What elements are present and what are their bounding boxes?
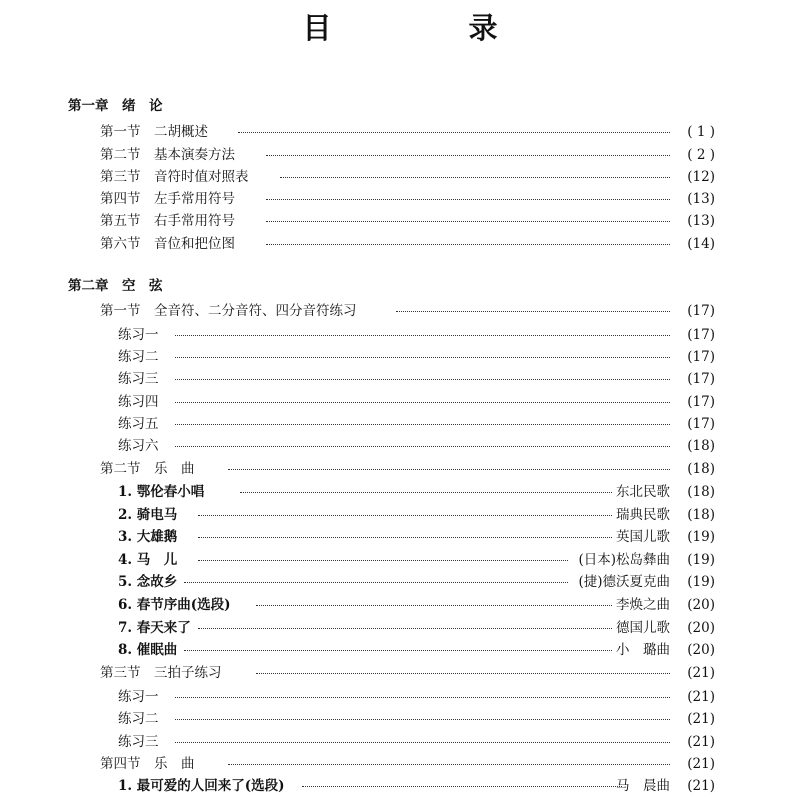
dot-leader <box>175 719 670 720</box>
dot-leader <box>228 469 670 470</box>
page-number: (21) <box>687 711 715 727</box>
chapter-title: 第二章 空 弦 <box>68 278 163 294</box>
composer-credit: 瑞典民歌 <box>616 507 670 523</box>
toc-entry-section[interactable] <box>0 121 800 143</box>
toc-entry-section[interactable] <box>0 662 800 684</box>
entry-label: 第四节 左手常用符号 <box>100 191 235 207</box>
entry-label: 练习四 <box>118 394 159 410</box>
dot-leader <box>240 492 612 493</box>
entry-label: 第一节 二胡概述 <box>100 124 208 140</box>
page-number: (20) <box>687 620 715 636</box>
dot-leader <box>266 221 670 222</box>
page-number: (19) <box>687 574 715 590</box>
entry-label: 第六节 音位和把位图 <box>100 236 235 252</box>
page-number: (20) <box>687 597 715 613</box>
dot-leader <box>228 764 670 765</box>
page-number: (19) <box>687 529 715 545</box>
page-number: ( 1 ) <box>687 124 715 140</box>
page-number: (17) <box>687 371 715 387</box>
entry-label: 练习五 <box>118 416 159 432</box>
page-number: (18) <box>687 484 715 500</box>
entry-label: 第四节 乐 曲 <box>100 756 195 772</box>
toc-entry-exercise[interactable] <box>0 324 800 346</box>
toc-entry-song[interactable] <box>0 526 800 548</box>
dot-leader <box>175 742 670 743</box>
page-number: (21) <box>687 665 715 681</box>
toc-entry-song[interactable] <box>0 639 800 661</box>
toc-entry-exercise[interactable] <box>0 686 800 708</box>
page-number: (17) <box>687 416 715 432</box>
toc-entry-section[interactable] <box>0 210 800 232</box>
page-number: (21) <box>687 756 715 772</box>
page-number: (21) <box>687 734 715 750</box>
entry-label: 第二节 乐 曲 <box>100 461 195 477</box>
toc-entry-song[interactable] <box>0 481 800 503</box>
entry-label: 7. 春天来了 <box>118 620 191 636</box>
chapter-heading <box>0 275 800 297</box>
composer-credit: (捷)德沃夏克曲 <box>578 574 670 590</box>
entry-label: 第五节 右手常用符号 <box>100 213 235 229</box>
toc-entry-song[interactable] <box>0 775 800 797</box>
toc-entry-exercise[interactable] <box>0 708 800 730</box>
dot-leader <box>266 155 670 156</box>
dot-leader <box>175 446 670 447</box>
composer-credit: 东北民歌 <box>616 484 670 500</box>
page-number: (20) <box>687 642 715 658</box>
toc-entry-song[interactable] <box>0 571 800 593</box>
dot-leader <box>396 311 670 312</box>
dot-leader <box>175 379 670 380</box>
dot-leader <box>175 402 670 403</box>
composer-credit: 小 璐曲 <box>616 642 670 658</box>
toc-entry-exercise[interactable] <box>0 413 800 435</box>
dot-leader <box>266 199 670 200</box>
toc-entry-section[interactable] <box>0 300 800 322</box>
page-number: (17) <box>687 303 715 319</box>
chapter-heading <box>0 95 800 117</box>
toc-entry-song[interactable] <box>0 594 800 616</box>
toc-entry-exercise[interactable] <box>0 368 800 390</box>
toc-entry-exercise[interactable] <box>0 435 800 457</box>
page-number: (18) <box>687 507 715 523</box>
page-number: (21) <box>687 778 715 794</box>
entry-label: 5. 念故乡 <box>118 574 178 590</box>
entry-label: 练习三 <box>118 734 159 750</box>
toc-entry-section[interactable] <box>0 166 800 188</box>
dot-leader <box>302 786 622 787</box>
page-number: (17) <box>687 394 715 410</box>
toc-entry-section[interactable] <box>0 458 800 480</box>
dot-leader <box>175 424 670 425</box>
entry-label: 1. 鄂伦春小唱 <box>118 484 205 500</box>
entry-label: 2. 骑电马 <box>118 507 178 523</box>
composer-credit: (日本)松岛彝曲 <box>578 552 670 568</box>
toc-entry-exercise[interactable] <box>0 731 800 753</box>
dot-leader <box>280 177 670 178</box>
entry-label: 3. 大雄鹅 <box>118 529 178 545</box>
page-title: 目 录 <box>302 11 552 45</box>
dot-leader <box>198 537 612 538</box>
dot-leader <box>175 357 670 358</box>
page-number: (13) <box>687 191 715 207</box>
toc-entry-section[interactable] <box>0 233 800 255</box>
toc-entry-song[interactable] <box>0 549 800 571</box>
dot-leader <box>184 650 612 651</box>
toc-entry-section[interactable] <box>0 188 800 210</box>
dot-leader <box>238 132 670 133</box>
dot-leader <box>184 582 568 583</box>
entry-label: 练习六 <box>118 438 159 454</box>
toc-entry-exercise[interactable] <box>0 391 800 413</box>
page-number: (21) <box>687 689 715 705</box>
page-number: (17) <box>687 349 715 365</box>
toc-entry-section[interactable] <box>0 144 800 166</box>
dot-leader <box>256 605 612 606</box>
dot-leader <box>175 697 670 698</box>
dot-leader <box>266 244 670 245</box>
dot-leader <box>256 673 670 674</box>
toc-entry-exercise[interactable] <box>0 346 800 368</box>
composer-credit: 德国儿歌 <box>616 620 670 636</box>
page-number: (14) <box>687 236 715 252</box>
composer-credit: 李焕之曲 <box>616 597 670 613</box>
entry-label: 第二节 基本演奏方法 <box>100 147 235 163</box>
composer-credit: 英国儿歌 <box>616 529 670 545</box>
page-number: (13) <box>687 213 715 229</box>
dot-leader <box>198 515 612 516</box>
toc-entry-song[interactable] <box>0 617 800 639</box>
dot-leader <box>175 335 670 336</box>
entry-label: 1. 最可爱的人回来了(选段) <box>118 778 285 794</box>
entry-label: 第三节 音符时值对照表 <box>100 169 249 185</box>
entry-label: 6. 春节序曲(选段) <box>118 597 231 613</box>
entry-label: 第三节 三拍子练习 <box>100 665 222 681</box>
entry-label: 8. 催眠曲 <box>118 642 178 658</box>
dot-leader <box>198 560 568 561</box>
dot-leader <box>198 628 612 629</box>
chapter-title: 第一章 绪 论 <box>68 98 163 114</box>
toc-entry-section[interactable] <box>0 753 800 775</box>
entry-label: 第一节 全音符、二分音符、四分音符练习 <box>100 303 357 319</box>
page-number: (17) <box>687 327 715 343</box>
entry-label: 练习二 <box>118 711 159 727</box>
page-number: (18) <box>687 461 715 477</box>
toc-entry-song[interactable] <box>0 504 800 526</box>
entry-label: 练习一 <box>118 689 159 705</box>
entry-label: 4. 马 儿 <box>118 552 178 568</box>
page-number: (19) <box>687 552 715 568</box>
entry-label: 练习二 <box>118 349 159 365</box>
composer-credit: 马 晨曲 <box>616 778 670 794</box>
page-number: ( 2 ) <box>687 147 715 163</box>
entry-label: 练习一 <box>118 327 159 343</box>
entry-label: 练习三 <box>118 371 159 387</box>
page-number: (18) <box>687 438 715 454</box>
page-number: (12) <box>687 169 715 185</box>
